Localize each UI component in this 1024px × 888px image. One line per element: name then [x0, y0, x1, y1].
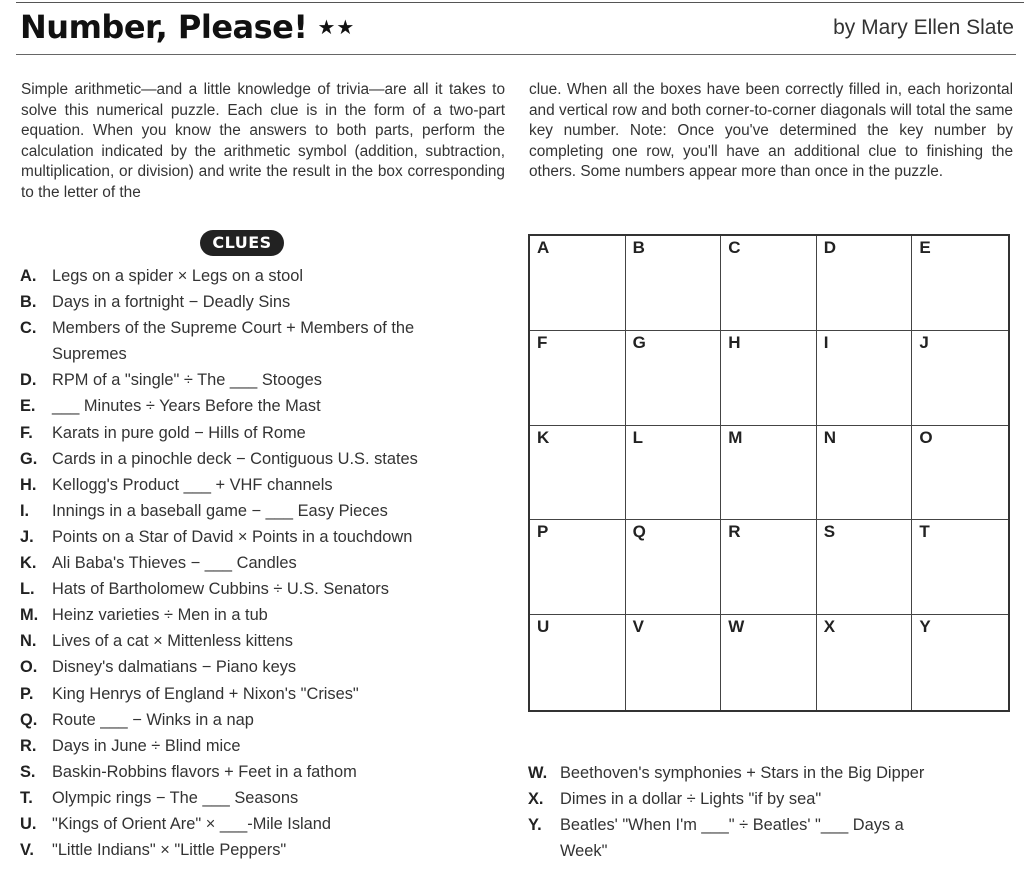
grid-cell[interactable]: N — [817, 426, 913, 521]
clue-text: ___ Minutes ÷ Years Before the Mast — [52, 397, 321, 416]
clue-text: Dimes in a dollar ÷ Lights "if by sea" — [560, 790, 822, 809]
clue-item — [20, 811, 500, 837]
grid-cell[interactable]: P — [530, 520, 626, 615]
clue-item — [20, 576, 500, 602]
clue-text-continued: Week" — [560, 842, 608, 861]
grid-cell[interactable]: Y — [919, 617, 931, 637]
grid-cell[interactable]: O — [912, 426, 1008, 521]
clue-text: King Henrys of England + Nixon's "Crises" — [52, 684, 359, 703]
clue-text: "Kings of Orient Are" × ___-Mile Island — [52, 814, 332, 833]
clue-text: Members of the Supreme Court + Members of the — [52, 319, 415, 338]
grid-cell[interactable]: F — [530, 331, 626, 426]
clue-item — [20, 289, 500, 315]
grid-cell[interactable]: J — [912, 331, 1008, 426]
grid-cell[interactable]: R — [721, 520, 817, 615]
top-border — [16, 2, 1024, 3]
clue-item — [20, 759, 500, 785]
grid-cell[interactable]: G — [626, 331, 722, 426]
clue-item — [20, 367, 500, 393]
grid-cell[interactable]: U — [530, 615, 626, 710]
instructions-left: Simple arithmetic—and a little knowledge of trivia—are all it takes to solve this numerical puzzle. Each clue is in the form of a two-part equation. When you know the answers to both parts, perform the calculation indicated by the arithmetic symbol (addition, subtraction, multiplication, or division) and write the result in the box corresponding to the letter of the — [21, 81, 505, 201]
clue-letter: G. — [20, 449, 38, 468]
clue-item — [20, 785, 500, 811]
clue-list-right — [528, 760, 1008, 864]
clue-item — [20, 472, 500, 498]
clue-item — [20, 420, 500, 446]
grid-cell[interactable]: V — [626, 615, 722, 710]
instructions-right: clue. When all the boxes have been correctly filled in, each horizontal and vertical row and both corner-to-corner diagonals will total the same key number. Note: Once you've determined the key number by completing one row, you'll have an additional clue to finishing the others. Some numbers appear more than once in the puzzle. — [529, 81, 1013, 180]
clue-text-continued: Supremes — [52, 345, 127, 364]
clue-letter: H. — [20, 475, 37, 494]
clue-text: Cards in a pinochle deck − Contiguous U.S. states — [52, 449, 418, 468]
clue-text: "Little Indians" × "Little Peppers" — [52, 841, 287, 860]
clue-item — [20, 628, 500, 654]
clue-letter: Q. — [20, 710, 38, 729]
author-byline: by Mary Ellen Slate — [833, 16, 1014, 39]
clue-text: Lives of a cat × Mittenless kittens — [52, 632, 293, 651]
clue-text: Points on a Star of David × Points in a touchdown — [52, 527, 413, 546]
clue-letter: D. — [20, 371, 37, 390]
clue-text: RPM of a "single" ÷ The ___ Stooges — [52, 371, 322, 390]
clue-letter: B. — [20, 293, 37, 312]
clue-text: Kellogg's Product ___ + VHF channels — [52, 475, 333, 494]
header-rule — [16, 54, 1016, 55]
clue-text: Baskin-Robbins flavors + Feet in a fathom — [52, 762, 357, 781]
clues-heading: CLUES — [200, 230, 284, 256]
clue-letter: W. — [528, 764, 548, 782]
clue-item — [20, 446, 500, 472]
clue-item — [20, 393, 500, 419]
grid-cell[interactable]: X — [817, 615, 913, 710]
puzzle-grid — [528, 234, 1010, 712]
clue-letter: O. — [20, 658, 38, 677]
difficulty-stars: ★★ — [317, 15, 356, 39]
clue-letter: C. — [20, 319, 37, 338]
clue-letter: X. — [528, 790, 544, 809]
clue-text: Heinz varieties ÷ Men in a tub — [52, 606, 268, 625]
clue-letter: P. — [20, 684, 34, 703]
clue-item — [528, 812, 1008, 864]
clue-letter: V. — [20, 841, 34, 860]
clue-item — [20, 707, 500, 733]
clue-item — [20, 263, 500, 289]
grid-cell[interactable]: M — [721, 426, 817, 521]
clue-letter: Y. — [528, 816, 542, 835]
clue-text: Disney's dalmatians − Piano keys — [52, 658, 297, 677]
grid-cell[interactable]: B — [626, 236, 722, 331]
clue-letter: N. — [20, 632, 37, 651]
clue-letter: T. — [20, 788, 33, 807]
clue-item — [20, 733, 500, 759]
clue-item — [20, 524, 500, 550]
clue-item — [528, 786, 1008, 812]
clue-letter: A. — [20, 267, 37, 285]
clue-text: Karats in pure gold − Hills of Rome — [52, 423, 306, 442]
grid-cell[interactable]: D — [817, 236, 913, 331]
grid-cell[interactable]: E — [912, 236, 1008, 331]
clue-item — [20, 315, 500, 367]
clue-letter: R. — [20, 736, 37, 755]
clue-letter: I. — [20, 501, 30, 520]
clue-letter: S. — [20, 762, 36, 781]
clue-item — [20, 550, 500, 576]
clue-text: Days in June ÷ Blind mice — [52, 736, 241, 755]
clue-text: Ali Baba's Thieves − ___ Candles — [52, 554, 297, 573]
grid-cell[interactable]: Q — [626, 520, 722, 615]
clue-letter: K. — [20, 554, 37, 573]
grid-cell[interactable]: I — [817, 331, 913, 426]
clue-item — [20, 681, 500, 707]
grid-cell[interactable]: C — [721, 236, 817, 331]
page-title: Number, Please! ★★ — [20, 8, 356, 46]
clue-list-left — [20, 263, 500, 863]
clue-item — [20, 837, 500, 863]
clue-text: Legs on a spider × Legs on a stool — [52, 267, 304, 285]
clue-text: Days in a fortnight − Deadly Sins — [52, 293, 291, 312]
clue-text: Beatles' "When I'm ___" ÷ Beatles' "___ Days a — [560, 816, 904, 835]
grid-cell[interactable]: H — [721, 331, 817, 426]
clue-text: Hats of Bartholomew Cubbins ÷ U.S. Senators — [52, 580, 389, 599]
grid-cell[interactable]: L — [626, 426, 722, 521]
clue-text: Innings in a baseball game − ___ Easy Pieces — [52, 501, 388, 520]
clue-item — [20, 654, 500, 680]
clue-text: Route ___ − Winks in a nap — [52, 710, 254, 729]
grid-cell[interactable]: K — [530, 426, 626, 521]
clue-letter: M. — [20, 606, 39, 625]
clue-text: Olympic rings − The ___ Seasons — [52, 788, 299, 807]
clue-item — [20, 498, 500, 524]
clue-letter: J. — [20, 527, 34, 546]
grid-cell[interactable]: T — [912, 520, 1008, 615]
grid-cell[interactable]: A — [530, 236, 626, 331]
clue-item — [528, 760, 1008, 786]
clue-item — [20, 602, 500, 628]
grid-cell[interactable]: S — [817, 520, 913, 615]
clue-letter: L. — [20, 580, 35, 599]
clue-letter: U. — [20, 814, 37, 833]
clue-letter: F. — [20, 423, 33, 442]
clue-text: Beethoven's symphonies + Stars in the Big Dipper — [560, 764, 925, 782]
clue-letter: E. — [20, 397, 36, 416]
grid-cell[interactable]: W — [721, 615, 817, 710]
